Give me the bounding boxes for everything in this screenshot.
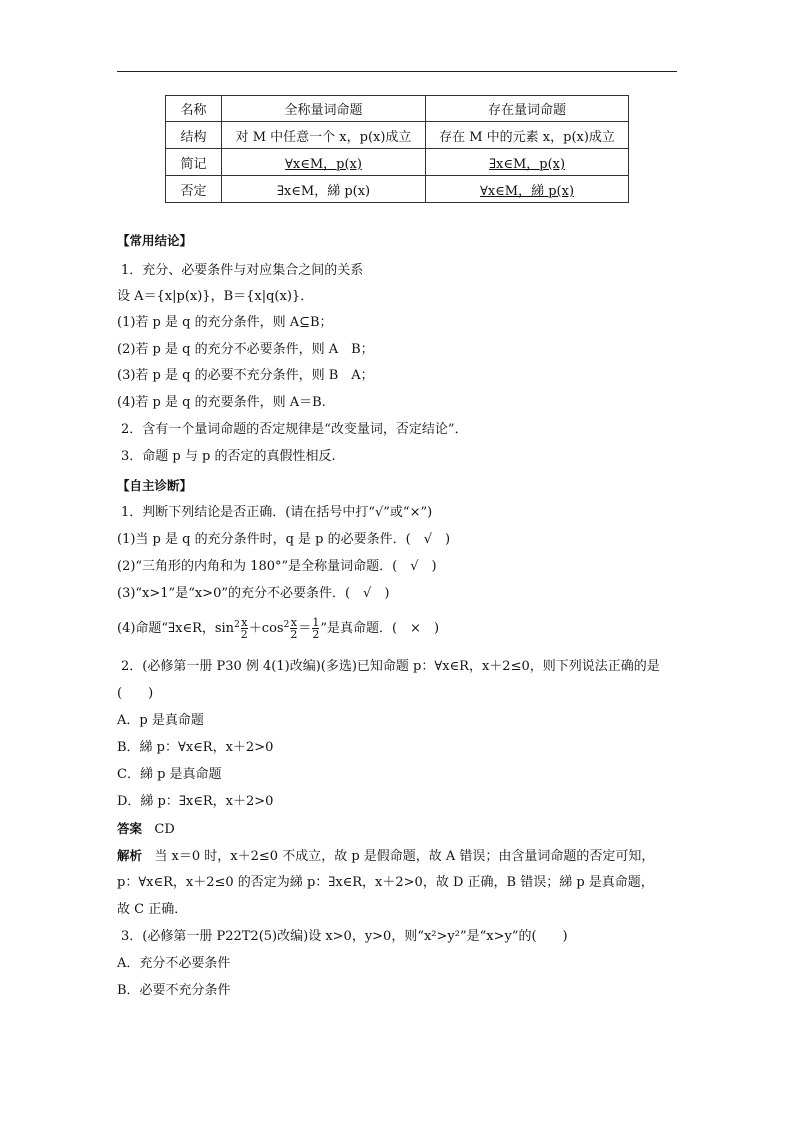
underlined-answer: ∀x∈M，綈 p(x)	[479, 183, 575, 199]
option-line: D．綈 p：∃x∈R，x＋2>0	[117, 794, 274, 809]
table-cell: 否定	[166, 176, 222, 203]
table-row	[166, 122, 629, 149]
table-header-row	[166, 96, 629, 122]
table-cell	[222, 149, 426, 176]
text-line: 2．含有一个量词命题的否定规律是“改变量词，否定结论”．	[121, 422, 468, 437]
fraction	[312, 617, 319, 640]
text-line: (2)若 p 是 q 的充分不必要条件，则 A B；	[117, 342, 374, 357]
fraction	[241, 617, 248, 640]
answer-blank: ( )	[117, 686, 154, 701]
option-line: B．必要不充分条件	[117, 983, 231, 998]
option-line: A．p 是真命题	[117, 713, 204, 728]
text-line: (4)若 p 是 q 的充要条件，则 A＝B.	[117, 395, 326, 410]
text-line: 3．命题 p 与 p 的否定的真假性相反.	[121, 449, 336, 464]
answer-value: CD	[154, 822, 175, 837]
fraction-denominator: 2	[240, 628, 248, 641]
question-line: (3)“x>1”是“x>0”的充分不必要条件．( √ )	[117, 586, 390, 601]
explanation-line: p：∀x∈R，x＋2≤0 的否定为綈 p：∃x∈R，x＋2>0，故 D 正确，B 错误；綈 p 是真命题，	[117, 875, 654, 890]
option-line: A．充分不必要条件	[117, 956, 231, 971]
formula-text: ＝	[298, 621, 312, 636]
header-rule	[117, 71, 677, 72]
answer-line	[117, 820, 175, 839]
underlined-answer: ∀x∈M，p(x)	[285, 156, 362, 172]
superscript: 2	[234, 620, 240, 630]
question-line: (1)当 p 是 q 的充分条件时，q 是 p 的必要条件．( √ )	[117, 532, 451, 547]
text-line: (1)若 p 是 q 的充分条件，则 A⊆B；	[117, 315, 333, 330]
answer-label: 答案	[117, 821, 143, 836]
option-line: C．綈 p 是真命题	[117, 767, 222, 782]
fraction	[290, 617, 297, 640]
option-line: B．綈 p：∀x∈R，x＋2>0	[117, 740, 274, 755]
formula-text: (4)命题“∃x∈R，sin	[117, 621, 235, 636]
text-line: (3)若 p 是 q 的必要不充分条件，则 B A；	[117, 368, 374, 383]
table-row	[166, 176, 629, 203]
fraction-denominator: 2	[290, 628, 298, 641]
section-heading: 【自主诊断】	[117, 478, 193, 493]
text-line: 1．充分、必要条件与对应集合之间的关系	[121, 263, 364, 278]
quantifier-table	[165, 95, 629, 203]
formula-text: ＋cos	[248, 621, 284, 636]
table-cell: 结构	[166, 122, 222, 149]
fraction-numerator: x	[241, 616, 248, 629]
fraction-denominator: 2	[312, 628, 320, 641]
explanation-label: 解析	[117, 848, 143, 863]
question-line: 3．(必修第一册 P22T2(5)改编)设 x>0，y>0，则“x²>y²”是“x>y”的( )	[121, 929, 568, 944]
question-line: (2)“三角形的内角和为 180°”是全称量词命题．( √ )	[117, 559, 437, 574]
superscript: 2	[283, 620, 290, 630]
question-line: 2．(必修第一册 P30 例 4(1)改编)(多选)已知命题 p：∀x∈R，x＋2≤0，则下列说法正确的是	[121, 659, 660, 674]
table-header-cell: 存在量词命题	[426, 96, 629, 122]
fraction-numerator: 1	[312, 616, 320, 629]
table-cell: 对 M 中任意一个 x，p(x)成立	[222, 122, 426, 149]
explanation-text: 当 x＝0 时，x＋2≤0 不成立，故 p 是假命题，故 A 错误；由含量词命题的否定可知，	[154, 849, 655, 864]
table-header-cell: 全称量词命题	[222, 96, 426, 122]
table-row	[166, 149, 629, 176]
table-header-cell: 名称	[166, 96, 222, 122]
explanation-line	[117, 847, 654, 866]
text-line: 设 A＝{x|p(x)}，B＝{x|q(x)}．	[117, 289, 314, 304]
table-cell: 简记	[166, 149, 222, 176]
table-cell: ∃x∈M，綈 p(x)	[222, 176, 426, 203]
table-cell	[426, 176, 629, 203]
section-heading: 【常用结论】	[117, 233, 193, 248]
question-line: 1．判断下列结论是否正确．(请在括号中打“√”或“×”)	[121, 505, 433, 520]
fraction-numerator: x	[290, 616, 297, 629]
table-cell: 存在 M 中的元素 x，p(x)成立	[426, 122, 629, 149]
underlined-answer: ∃x∈M，p(x)	[488, 156, 566, 172]
table-cell	[426, 149, 629, 176]
question-line-formula	[117, 612, 439, 642]
formula-text: ”是真命题．( × )	[320, 621, 440, 636]
explanation-line: 故 C 正确．	[117, 902, 188, 917]
